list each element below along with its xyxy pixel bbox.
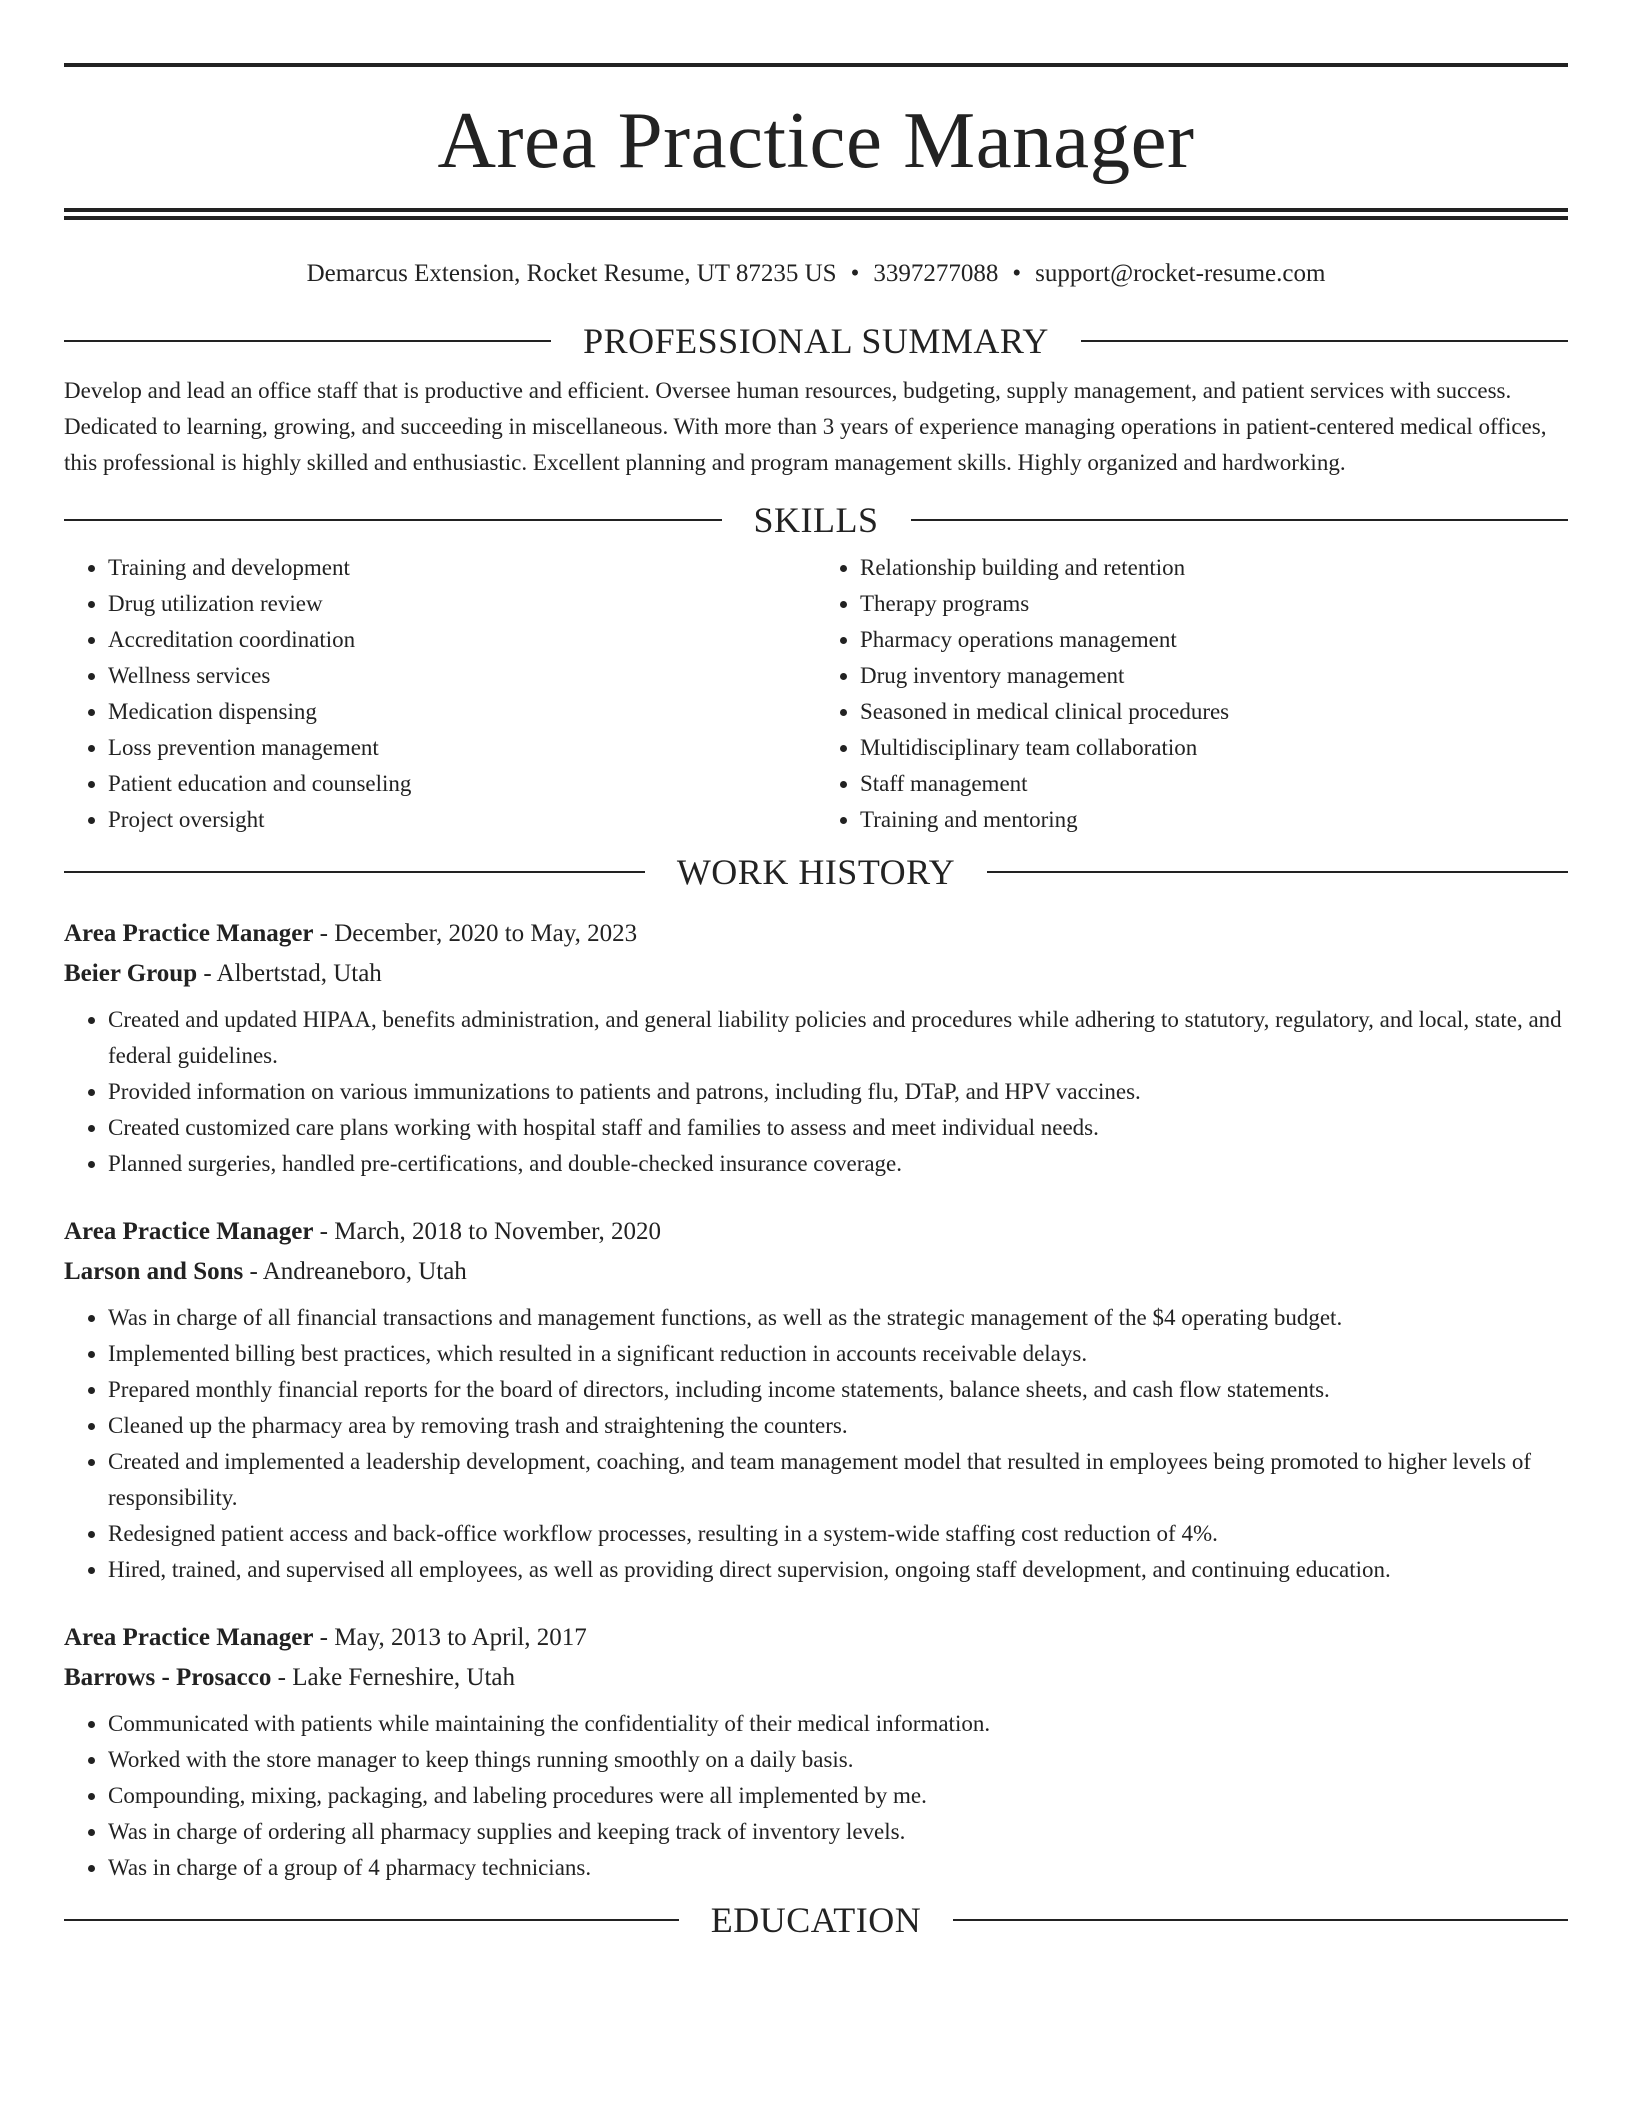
skills-columns [64,550,1568,838]
job-bullet: • Created and updated HIPAA, benefits administration, and general liability policies and procedures while adhering to statutory, regulatory, and local, state, and federal guidelines. [108,1002,1568,1074]
heading-rule [987,871,1568,873]
skill-item: • Loss prevention management [108,730,816,766]
skill-item: • Staff management [860,766,1568,802]
section-heading-skills [64,500,1568,540]
top-rule [64,63,1568,67]
job-bullets [64,1706,1568,1886]
job-title-line [64,1618,1568,1658]
heading-rule [953,1919,1568,1921]
summary-text: Develop and lead an office staff that is productive and efficient. Oversee human resources, budgeting, supply management, and patient services with success. Dedicated to learning, growing, and succeeding in miscellaneous. With more than 3 years of experience managing operations in patient-centered medical offices, this professional is highly skilled and enthusiastic. Excellent planning and program management skills. Highly organized and hardworking. [64,378,1547,475]
skills-list-left [64,550,816,838]
job-company: Beier Group [64,960,198,987]
job-bullet: • Communicated with patients while maintaining the confidentiality of their medical information. [108,1706,1568,1742]
job-dates: - December, 2020 to May, 2023 [313,920,638,947]
heading-rule [1081,340,1568,342]
contact-email: support@rocket-resume.com [1035,260,1326,287]
job-bullet: • Created customized care plans working with hospital staff and families to assess and meet individual needs. [108,1110,1568,1146]
job-company: Larson and Sons [64,1258,244,1285]
section-title: EDUCATION [710,1900,922,1940]
job-bullet: • Hired, trained, and supervised all employees, as well as providing direct supervision, ongoing staff development, and continuing education. [108,1552,1568,1588]
job-bullet: • Prepared monthly financial reports for the board of directors, including income statements, balance sheets, and cash flow statements. [108,1372,1568,1408]
resume-name: Area Practice Manager [437,95,1195,185]
heading-rule [64,1919,679,1921]
job-title: Area Practice Manager [64,1624,314,1651]
skill-item: • Project oversight [108,802,816,838]
job-bullet: • Was in charge of a group of 4 pharmacy technicians. [108,1850,1568,1886]
contact-phone: 3397277088 [873,260,999,287]
job-bullet: • Cleaned up the pharmacy area by removing trash and straightening the counters. [108,1408,1568,1444]
heading-rule [64,871,645,873]
job-company-line [64,1252,1568,1292]
job-entry [64,1618,1568,1886]
skill-item: • Drug inventory management [860,658,1568,694]
job-bullet: • Redesigned patient access and back-office workflow processes, resulting in a system-wide staffing cost reduction of 4%. [108,1516,1568,1552]
section-heading-education [64,1900,1568,1940]
heading-rule [911,519,1569,521]
skill-item: • Drug utilization review [108,586,816,622]
contact-separator: • [1012,260,1022,287]
job-title-line [64,1212,1568,1252]
job-company-line [64,1658,1568,1698]
skill-item: • Relationship building and retention [860,550,1568,586]
job-company: Barrows - Prosacco [64,1664,272,1691]
job-bullet: • Was in charge of all financial transactions and management functions, as well as the strategic management of the $4 operating budget. [108,1300,1568,1336]
job-bullets [64,1002,1568,1182]
job-title: Area Practice Manager [64,920,314,947]
skill-item: • Pharmacy operations management [860,622,1568,658]
skill-item: • Therapy programs [860,586,1568,622]
job-title-line [64,914,1568,954]
job-location: - Lake Ferneshire, Utah [271,1664,516,1691]
job-bullets [64,1300,1568,1588]
job-dates: - May, 2013 to April, 2017 [313,1624,587,1651]
job-bullet: • Compounding, mixing, packaging, and labeling procedures were all implemented by me. [108,1778,1568,1814]
contact-line [64,256,1568,292]
skill-item: • Multidisciplinary team collaboration [860,730,1568,766]
skill-item: • Medication dispensing [108,694,816,730]
job-entry [64,1212,1568,1588]
contact-separator: • [850,260,860,287]
skill-item: • Seasoned in medical clinical procedures [860,694,1568,730]
skill-item: • Wellness services [108,658,816,694]
job-entry [64,914,1568,1182]
skill-item: • Patient education and counseling [108,766,816,802]
section-title: SKILLS [753,500,879,540]
section-title: PROFESSIONAL SUMMARY [583,321,1049,361]
job-bullet: • Planned surgeries, handled pre-certifications, and double-checked insurance coverage. [108,1146,1568,1182]
job-bullet: • Implemented billing best practices, which resulted in a significant reduction in accounts receivable delays. [108,1336,1568,1372]
heading-rule [64,340,551,342]
skill-item: • Accreditation coordination [108,622,816,658]
job-location: - Albertstad, Utah [197,960,382,987]
skill-item: • Training and mentoring [860,802,1568,838]
skill-item: • Training and development [108,550,816,586]
contact-address: Demarcus Extension, Rocket Resume, UT 87235 US [306,260,837,287]
section-heading-work-history [64,852,1568,892]
section-heading-summary [64,321,1568,361]
job-bullet: • Was in charge of ordering all pharmacy supplies and keeping track of inventory levels. [108,1814,1568,1850]
job-dates: - March, 2018 to November, 2020 [313,1218,661,1245]
job-bullet: • Created and implemented a leadership development, coaching, and team management model that resulted in employees being promoted to higher levels of responsibility. [108,1444,1568,1516]
job-location: - Andreaneboro, Utah [243,1258,467,1285]
job-company-line [64,954,1568,994]
header-double-rule [64,208,1568,220]
skills-list-right [816,550,1568,838]
job-title: Area Practice Manager [64,1218,314,1245]
job-bullet: • Worked with the store manager to keep things running smoothly on a daily basis. [108,1742,1568,1778]
heading-rule [64,519,722,521]
job-bullet: • Provided information on various immunizations to patients and patrons, including flu, DTaP, and HPV vaccines. [108,1074,1568,1110]
section-title: WORK HISTORY [676,852,956,892]
